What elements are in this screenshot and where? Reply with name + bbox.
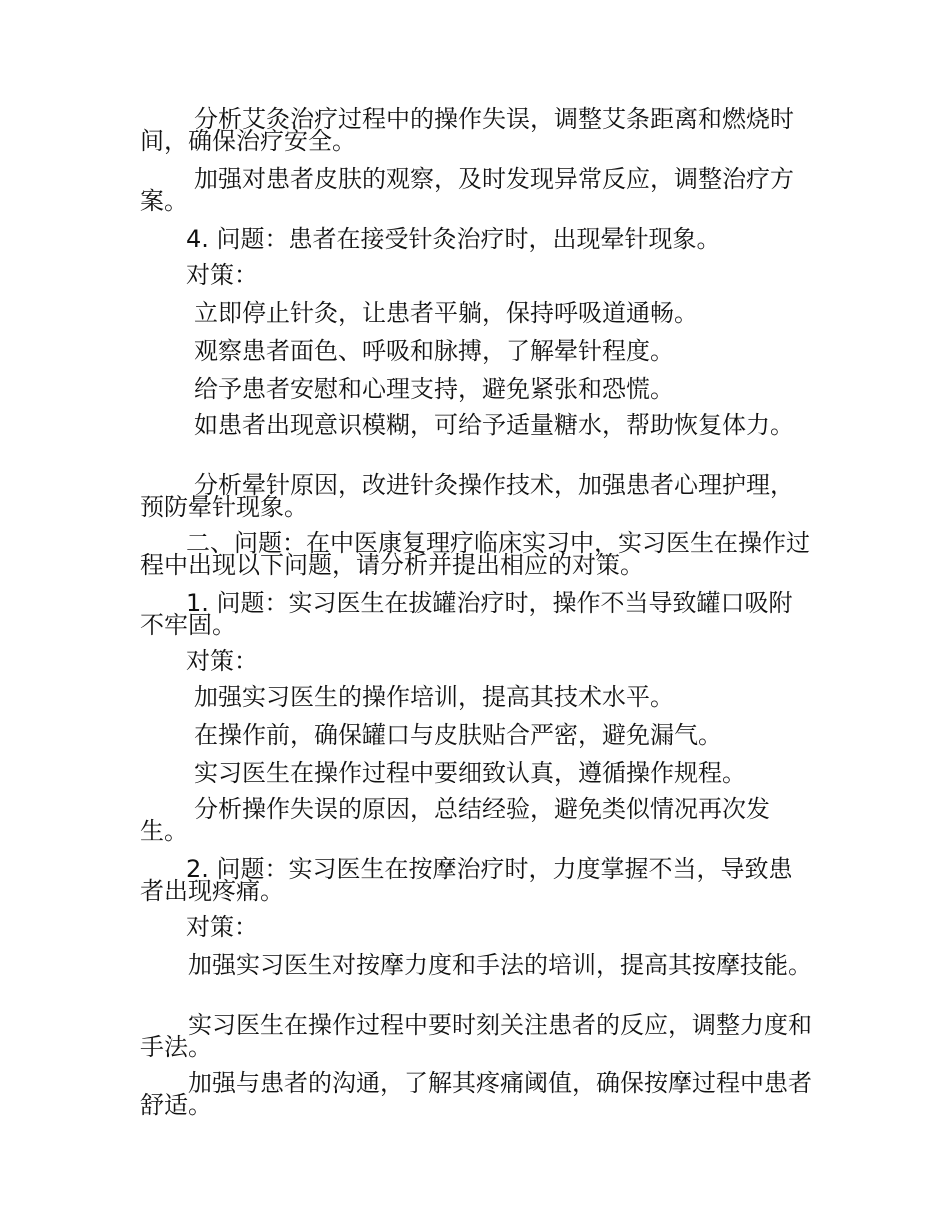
paragraph-stop-acupuncture: 立即停止针灸，让患者平躺，保持呼吸道通畅。	[194, 299, 698, 327]
paragraph-observe-patient: 观察患者面色、呼吸和脉搏，了解晕针程度。	[194, 337, 674, 365]
paragraph-skin-observation: 加强对患者皮肤的观察，及时发现异常反应，调整治疗方案。	[140, 165, 794, 215]
paragraph-sugar-water: 如患者出现意识模糊，可给予适量糖水，帮助恢复体力。	[194, 411, 794, 439]
paragraph-seal-cup: 在操作前，确保罐口与皮肤贴合严密，避免漏气。	[194, 721, 722, 749]
question-4-heading: 4. 问题：患者在接受针灸治疗时，出现晕针现象。	[186, 225, 721, 253]
paragraph-massage-training: 加强实习医生对按摩力度和手法的培训，提高其按摩技能。	[188, 951, 812, 979]
countermeasure-label: 对策：	[186, 913, 258, 941]
question-2-heading: 2. 问题：实习医生在按摩治疗时，力度掌握不当，导致患者出现疼痛。	[140, 855, 793, 905]
paragraph-moxibustion-error: 分析艾灸治疗过程中的操作失误，调整艾条距离和燃烧时间，确保治疗安全。	[140, 105, 794, 155]
countermeasure-label: 对策：	[186, 647, 258, 675]
question-1-heading: 1. 问题：实习医生在拔罐治疗时，操作不当导致罐口吸附不牢固。	[140, 589, 793, 639]
paragraph-careful-operation: 实习医生在操作过程中要细致认真，遵循操作规程。	[194, 759, 746, 787]
paragraph-comfort-patient: 给予患者安慰和心理支持，避免紧张和恐慌。	[194, 375, 674, 403]
paragraph-communication: 加强与患者的沟通，了解其疼痛阈值，确保按摩过程中患者舒适。	[140, 1069, 812, 1119]
paragraph-patient-reaction: 实习医生在操作过程中要时刻关注患者的反应，调整力度和手法。	[140, 1011, 812, 1061]
paragraph-analyze-error: 分析操作失误的原因，总结经验，避免类似情况再次发生。	[140, 795, 770, 845]
countermeasure-label: 对策：	[186, 261, 258, 289]
paragraph-training: 加强实习医生的操作培训，提高其技术水平。	[194, 683, 674, 711]
section-2-heading: 二、问题：在中医康复理疗临床实习中，实习医生在操作过程中出现以下问题，请分析并提出相应的对策。	[140, 529, 810, 579]
paragraph-analyze-fainting: 分析晕针原因，改进针灸操作技术，加强患者心理护理，预防晕针现象。	[140, 471, 794, 521]
